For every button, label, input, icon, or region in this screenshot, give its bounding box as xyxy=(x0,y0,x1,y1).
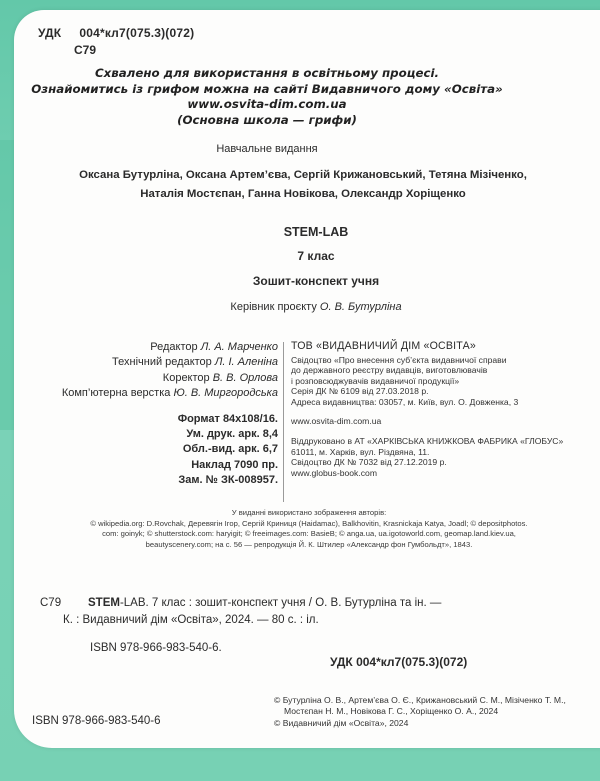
publisher-site-text: www.osvita-dim.com.ua xyxy=(291,416,382,427)
staff-row: Коректор В. В. Орлова xyxy=(162,371,278,384)
publisher-site-text: www.osvita-dim.com.ua xyxy=(187,97,347,112)
author-sign-code: С79 xyxy=(74,43,97,57)
image-credits-line: com: goinyk; © shutterstock.com: haryigit; © freeimages.com: BasieB; © anga.ua, ua.igotoworld.com, geomap.land.kiev.ua, xyxy=(102,529,516,539)
copyright-authors-line: © Бутурліна О. В., Артем’єва О. Є., Крижановський С. М., Мізіченко Т. М., xyxy=(274,695,566,705)
image-credits-heading: У виданні використано зображення авторів: xyxy=(231,508,387,517)
publisher-cert-line: і розповсюджувачів видавничої продукції» xyxy=(291,375,460,386)
image-credits-line: beautyscenery.com; на с. 56 — репродукція Й. К. Штилер «Александр фон Гумбольдт», 1843. xyxy=(145,539,473,549)
publisher-name: ТОВ «ВИДАВНИЧИЙ ДІМ «ОСВІТА» xyxy=(291,340,476,352)
book-page xyxy=(14,10,600,748)
column-divider xyxy=(283,342,284,502)
approval-note xyxy=(0,66,564,128)
udk-label: УДК xyxy=(38,26,62,40)
approval-line: (Основна школа — грифи) xyxy=(177,112,357,127)
isbn-bottom: ISBN 978-966-983-540-6 xyxy=(32,715,161,727)
staff-and-specs-column xyxy=(14,340,278,489)
print-spec-row: Наклад 7090 пр. xyxy=(191,458,278,471)
authors-line: Наталія Мостєпан, Ганна Новікова, Олександр Хоріщенко xyxy=(140,188,466,200)
print-spec-row: Обл.-вид. арк. 6,7 xyxy=(182,443,278,456)
image-credits xyxy=(12,508,600,550)
copyright-block xyxy=(274,695,566,729)
authors-line: Оксана Бутурліна, Оксана Артем’єва, Сергій Крижановський, Тетяна Мізіченко, xyxy=(79,169,527,181)
project-lead-name: О. В. Бутурліна xyxy=(319,301,402,313)
publisher-address: Адреса видавництва: 03057, м. Київ, вул. О. Довженка, 3 xyxy=(291,396,519,407)
publisher-column xyxy=(291,340,591,478)
image-credits-line: © wikipedia.org: D.Rovchak, Деревягін Ігор, Сергій Криниця (Haidamac), Balkhovitin, Krasnickaja Katya, Joadl; © depositphotos. xyxy=(90,518,528,528)
approval-line: Схвалено для використання в освітньому процесі. xyxy=(94,66,439,80)
print-spec-row: Ум. друк. арк. 8,4 xyxy=(186,428,278,441)
book-title: STEM-LAB xyxy=(283,225,349,239)
printer-site-text: www.globus-book.com xyxy=(291,467,377,478)
printer-line: Віддруковано в АТ «ХАРКІВСЬКА КНИЖКОВА ФАБРИКА «ГЛОБУС» xyxy=(291,436,564,447)
printer-line: Свідоцтво ДК № 7032 від 27.12.2019 р. xyxy=(291,457,447,468)
catalog-entry-line1: STEM-LAB. 7 клас : зошит-конспект учня / О. В. Бутурліна та ін. — xyxy=(88,597,442,609)
publisher-series: Серія ДК № 6109 від 27.03.2018 р. xyxy=(291,386,429,397)
publisher-cert-line: Свідоцтво «Про внесення суб’єкта видавничої справи xyxy=(291,355,507,365)
print-spec-row: Формат 84х108/16. xyxy=(177,412,278,425)
print-spec-row: Зам. № ЗК-008957. xyxy=(178,474,278,487)
udk-classification xyxy=(38,26,194,40)
isbn-catalog: ISBN 978-966-983-540-6. xyxy=(90,642,222,654)
catalog-code: С79 xyxy=(40,597,62,609)
staff-row: Редактор Л. А. Марченко xyxy=(150,341,278,353)
book-subtitle: Зошит-конспект учня xyxy=(252,274,380,288)
edition-type-label: Навчальне видання xyxy=(216,143,318,155)
printer-line: 61011, м. Харків, вул. Різдвяна, 11. xyxy=(291,446,430,457)
udk-bottom: УДК 004*кл7(075.3)(072) xyxy=(330,655,468,669)
project-lead xyxy=(19,301,600,313)
project-lead-label: Керівник проєкту xyxy=(230,301,317,313)
copyright-authors-line: Мостєпан Н. М., Новікова Г. С., Хоріщенко О. А., 2024 xyxy=(284,706,499,717)
authors-list xyxy=(6,166,600,204)
grade-label: 7 клас xyxy=(297,249,335,263)
publisher-cert-line: до державного реєстру видавців, виготовлювачів xyxy=(291,365,488,376)
udk-value: 004*кл7(075.3)(072) xyxy=(79,26,195,40)
staff-row: Технічний редактор Л. І. Аленіна xyxy=(112,356,278,369)
approval-line: Ознайомитись із грифом можна на сайті Видавничого дому «Освіта» xyxy=(31,81,503,96)
staff-row: Комп’ютерна верстка Ю. В. Миргородська xyxy=(61,387,278,400)
catalog-entry-line2: К. : Видавничий дім «Освіта», 2024. — 80 с. : іл. xyxy=(63,614,319,626)
copyright-publisher-line: © Видавничий дім «Освіта», 2024 xyxy=(274,717,409,728)
